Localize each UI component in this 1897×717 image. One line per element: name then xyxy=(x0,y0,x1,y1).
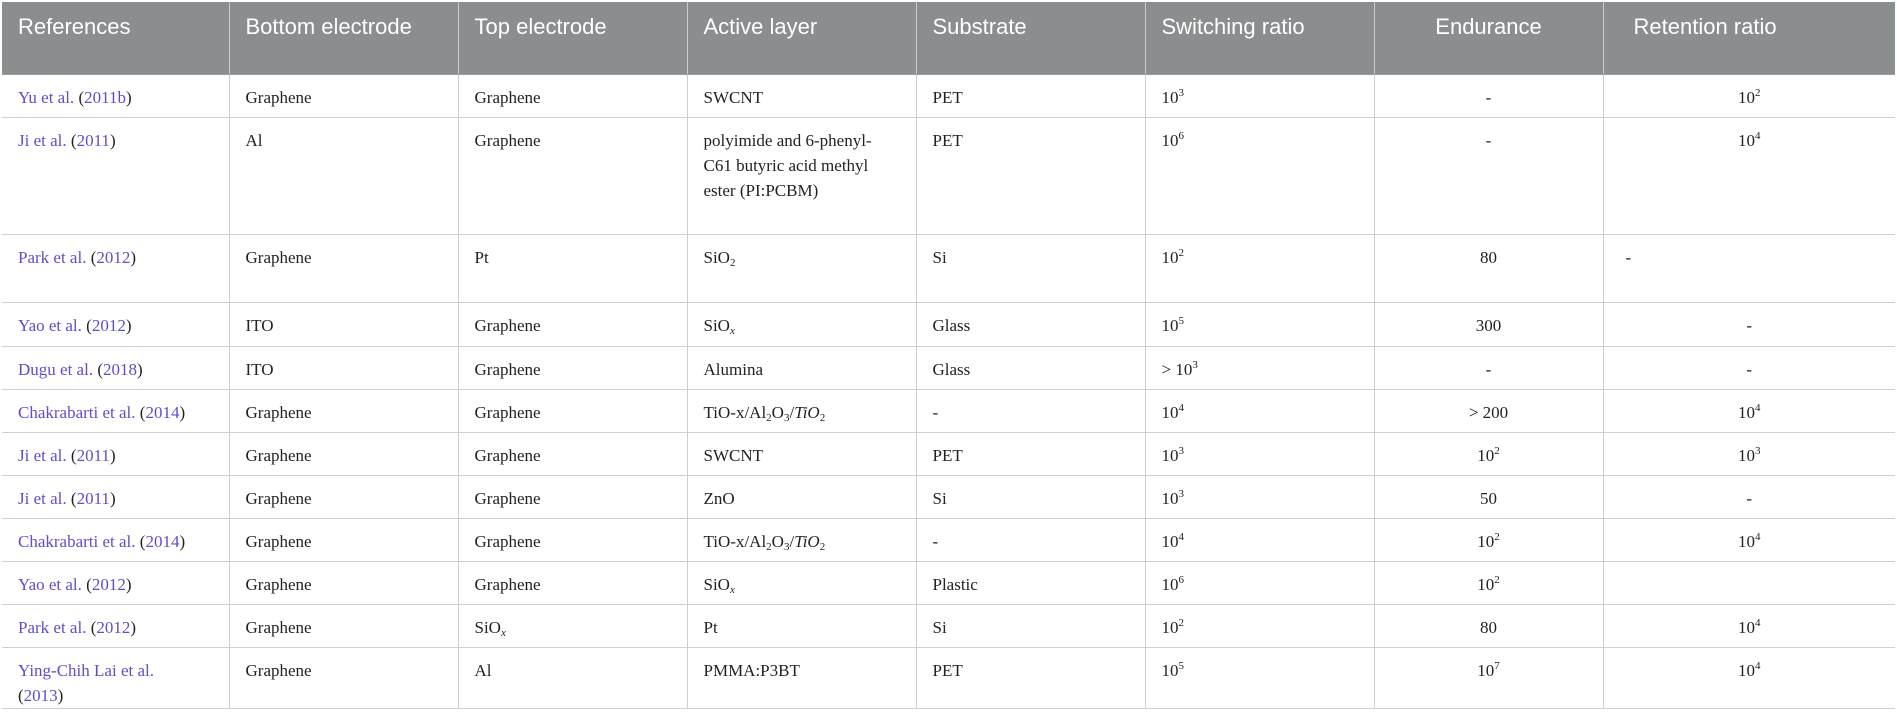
reference-year-link[interactable]: 2012 xyxy=(96,617,131,637)
active-layer-cell: ZnO xyxy=(687,475,916,518)
endurance-cell: 300 xyxy=(1374,302,1603,346)
bottom-electrode-cell: Graphene xyxy=(229,475,458,518)
reference-cell: Yao et al. (2012) xyxy=(2,561,229,604)
reference-year-link[interactable]: 2012 xyxy=(96,247,131,267)
reference-cell: Ji et al. (2011) xyxy=(2,475,229,518)
endurance-cell: 50 xyxy=(1374,475,1603,518)
table-row xyxy=(2,346,1895,389)
table-row xyxy=(2,518,1895,561)
top-electrode-cell: Graphene xyxy=(458,389,687,432)
substrate-cell: PET xyxy=(916,432,1145,475)
substrate-cell: - xyxy=(916,389,1145,432)
switching-ratio-cell: > $10^3$ xyxy=(1145,346,1374,389)
table-row xyxy=(2,389,1895,432)
active-layer-cell: PMMA:P3BT xyxy=(687,647,916,708)
active-layer-cell: Alumina xyxy=(687,346,916,389)
substrate-cell: PET xyxy=(916,117,1145,234)
top-electrode-cell: Graphene xyxy=(458,518,687,561)
reference-year-link[interactable]: 2013 xyxy=(23,685,58,705)
reference-year-link[interactable]: 2012 xyxy=(91,574,126,594)
endurance-cell: $10^2$ xyxy=(1374,518,1603,561)
substrate-cell: Glass xyxy=(916,302,1145,346)
table-row xyxy=(2,74,1895,117)
retention-ratio-cell: - xyxy=(1603,302,1895,346)
table-row xyxy=(2,604,1895,647)
switching-ratio-cell: $10^2$ xyxy=(1145,234,1374,302)
table-row xyxy=(2,647,1895,708)
bottom-electrode-cell: Graphene xyxy=(229,74,458,117)
active-layer-cell: Pt xyxy=(687,604,916,647)
switching-ratio-cell: $10^6$ xyxy=(1145,117,1374,234)
retention-ratio-cell: $10^4$ xyxy=(1603,117,1895,234)
reference-year-link[interactable]: 2011b xyxy=(84,87,126,107)
header-bottom-electrode: Bottom electrode xyxy=(229,2,458,74)
retention-ratio-cell xyxy=(1603,561,1895,604)
header-switching-ratio: Switching ratio xyxy=(1145,2,1374,74)
table-row xyxy=(2,234,1895,302)
endurance-cell: 80 xyxy=(1374,234,1603,302)
endurance-cell: 80 xyxy=(1374,604,1603,647)
retention-ratio-cell: - xyxy=(1603,475,1895,518)
bottom-electrode-cell: Graphene xyxy=(229,604,458,647)
endurance-cell: - xyxy=(1374,74,1603,117)
reference-author-link[interactable]: Ji et al. xyxy=(18,445,67,465)
top-electrode-cell: Pt xyxy=(458,234,687,302)
reference-cell: Ji et al. (2011) xyxy=(2,432,229,475)
header-endurance: Endurance xyxy=(1374,2,1603,74)
header-row xyxy=(2,2,1895,74)
reference-author-link[interactable]: Park et al. xyxy=(18,247,87,267)
table-row xyxy=(2,302,1895,346)
bottom-electrode-cell: Graphene xyxy=(229,234,458,302)
table-container xyxy=(2,2,1895,709)
endurance-cell: - xyxy=(1374,117,1603,234)
endurance-cell: $10^7$ xyxy=(1374,647,1603,708)
switching-ratio-cell: $10^5$ xyxy=(1145,647,1374,708)
header-retention-ratio: Retention ratio xyxy=(1603,2,1895,74)
substrate-cell: Si xyxy=(916,234,1145,302)
top-electrode-cell: Al xyxy=(458,647,687,708)
retention-ratio-cell: $10^4$ xyxy=(1603,389,1895,432)
data-table xyxy=(2,2,1895,709)
substrate-cell: Si xyxy=(916,604,1145,647)
substrate-cell: Glass xyxy=(916,346,1145,389)
reference-cell: Park et al. (2012) xyxy=(2,604,229,647)
active-layer-cell: SiO$_2$ xyxy=(687,234,916,302)
active-layer-cell: SWCNT xyxy=(687,74,916,117)
reference-year-link[interactable]: 2014 xyxy=(145,531,180,551)
retention-ratio-cell: - xyxy=(1603,234,1895,302)
reference-year-link[interactable]: 2018 xyxy=(103,359,137,379)
top-electrode-cell: Graphene xyxy=(458,346,687,389)
reference-year-link[interactable]: 2011 xyxy=(76,130,110,150)
reference-cell: Yu et al. (2011b) xyxy=(2,74,229,117)
bottom-electrode-cell: ITO xyxy=(229,302,458,346)
retention-ratio-cell: $10^4$ xyxy=(1603,518,1895,561)
bottom-electrode-cell: Graphene xyxy=(229,518,458,561)
bottom-electrode-cell: Graphene xyxy=(229,647,458,708)
reference-cell: Park et al. (2012) xyxy=(2,234,229,302)
switching-ratio-cell: $10^6$ xyxy=(1145,561,1374,604)
top-electrode-cell: Graphene xyxy=(458,432,687,475)
retention-ratio-cell: $10^4$ xyxy=(1603,647,1895,708)
reference-year-link[interactable]: 2011 xyxy=(76,445,110,465)
top-electrode-cell: Graphene xyxy=(458,74,687,117)
reference-cell: Yao et al. (2012) xyxy=(2,302,229,346)
switching-ratio-cell: $10^5$ xyxy=(1145,302,1374,346)
reference-author-link[interactable]: Ying-Chih Lai et al. xyxy=(18,660,154,680)
retention-ratio-cell: - xyxy=(1603,346,1895,389)
reference-author-link[interactable]: Yao et al. xyxy=(18,574,82,594)
endurance-cell: $10^2$ xyxy=(1374,432,1603,475)
substrate-cell: PET xyxy=(916,647,1145,708)
switching-ratio-cell: $10^3$ xyxy=(1145,432,1374,475)
active-layer-cell: TiO-$x/Al_2O_3/TiO_2$ xyxy=(687,518,916,561)
endurance-cell: - xyxy=(1374,346,1603,389)
table-row xyxy=(2,475,1895,518)
bottom-electrode-cell: Graphene xyxy=(229,389,458,432)
bottom-electrode-cell: Graphene xyxy=(229,432,458,475)
substrate-cell: PET xyxy=(916,74,1145,117)
endurance-cell: $10^2$ xyxy=(1374,561,1603,604)
header-top-electrode: Top electrode xyxy=(458,2,687,74)
switching-ratio-cell: $10^2$ xyxy=(1145,604,1374,647)
table-row xyxy=(2,561,1895,604)
retention-ratio-cell: $10^2$ xyxy=(1603,74,1895,117)
reference-author-link[interactable]: Yao et al. xyxy=(18,315,82,335)
retention-ratio-cell: $10^4$ xyxy=(1603,604,1895,647)
active-layer-cell: SiO$_x$ xyxy=(687,561,916,604)
reference-author-link[interactable]: Park et al. xyxy=(18,617,87,637)
switching-ratio-cell: $10^3$ xyxy=(1145,74,1374,117)
switching-ratio-cell: $10^4$ xyxy=(1145,389,1374,432)
retention-ratio-cell: $10^3$ xyxy=(1603,432,1895,475)
reference-author-link[interactable]: Chakrabarti et al. xyxy=(18,402,136,422)
header-active-layer: Active layer xyxy=(687,2,916,74)
endurance-cell: > 200 xyxy=(1374,389,1603,432)
top-electrode-cell: Graphene xyxy=(458,117,687,234)
switching-ratio-cell: $10^4$ xyxy=(1145,518,1374,561)
active-layer-cell: TiO-$x/Al_2O_3/TiO_2$ xyxy=(687,389,916,432)
header-references: References xyxy=(2,2,229,74)
switching-ratio-cell: $10^3$ xyxy=(1145,475,1374,518)
bottom-electrode-cell: Al xyxy=(229,117,458,234)
reference-cell: Chakrabarti et al. (2014) xyxy=(2,518,229,561)
reference-cell: Chakrabarti et al. (2014) xyxy=(2,389,229,432)
header-substrate: Substrate xyxy=(916,2,1145,74)
table-row xyxy=(2,432,1895,475)
reference-year-link[interactable]: 2011 xyxy=(76,488,110,508)
reference-author-link[interactable]: Ji et al. xyxy=(18,130,67,150)
reference-cell: Dugu et al. (2018) xyxy=(2,346,229,389)
top-electrode-cell: Graphene xyxy=(458,302,687,346)
bottom-electrode-cell: Graphene xyxy=(229,561,458,604)
reference-author-link[interactable]: Yu et al. xyxy=(18,87,75,107)
active-layer-cell: polyimide and 6-phenyl-C61 butyric acid methyl ester (PI:PCBM) xyxy=(687,117,916,234)
reference-author-link[interactable]: Ji et al. xyxy=(18,488,67,508)
reference-cell: Ji et al. (2011) xyxy=(2,117,229,234)
reference-year-link[interactable]: 2014 xyxy=(145,402,180,422)
substrate-cell: - xyxy=(916,518,1145,561)
active-layer-cell: SiO$_x$ xyxy=(687,302,916,346)
substrate-cell: Plastic xyxy=(916,561,1145,604)
reference-year-link[interactable]: 2012 xyxy=(91,315,126,335)
reference-author-link[interactable]: Dugu et al. xyxy=(18,359,94,379)
top-electrode-cell: SiO$_x$ xyxy=(458,604,687,647)
reference-author-link[interactable]: Chakrabarti et al. xyxy=(18,531,136,551)
bottom-electrode-cell: ITO xyxy=(229,346,458,389)
active-layer-cell: SWCNT xyxy=(687,432,916,475)
reference-cell: Ying-Chih Lai et al. (2013) xyxy=(2,647,229,708)
top-electrode-cell: Graphene xyxy=(458,475,687,518)
top-electrode-cell: Graphene xyxy=(458,561,687,604)
table-row xyxy=(2,117,1895,234)
substrate-cell: Si xyxy=(916,475,1145,518)
